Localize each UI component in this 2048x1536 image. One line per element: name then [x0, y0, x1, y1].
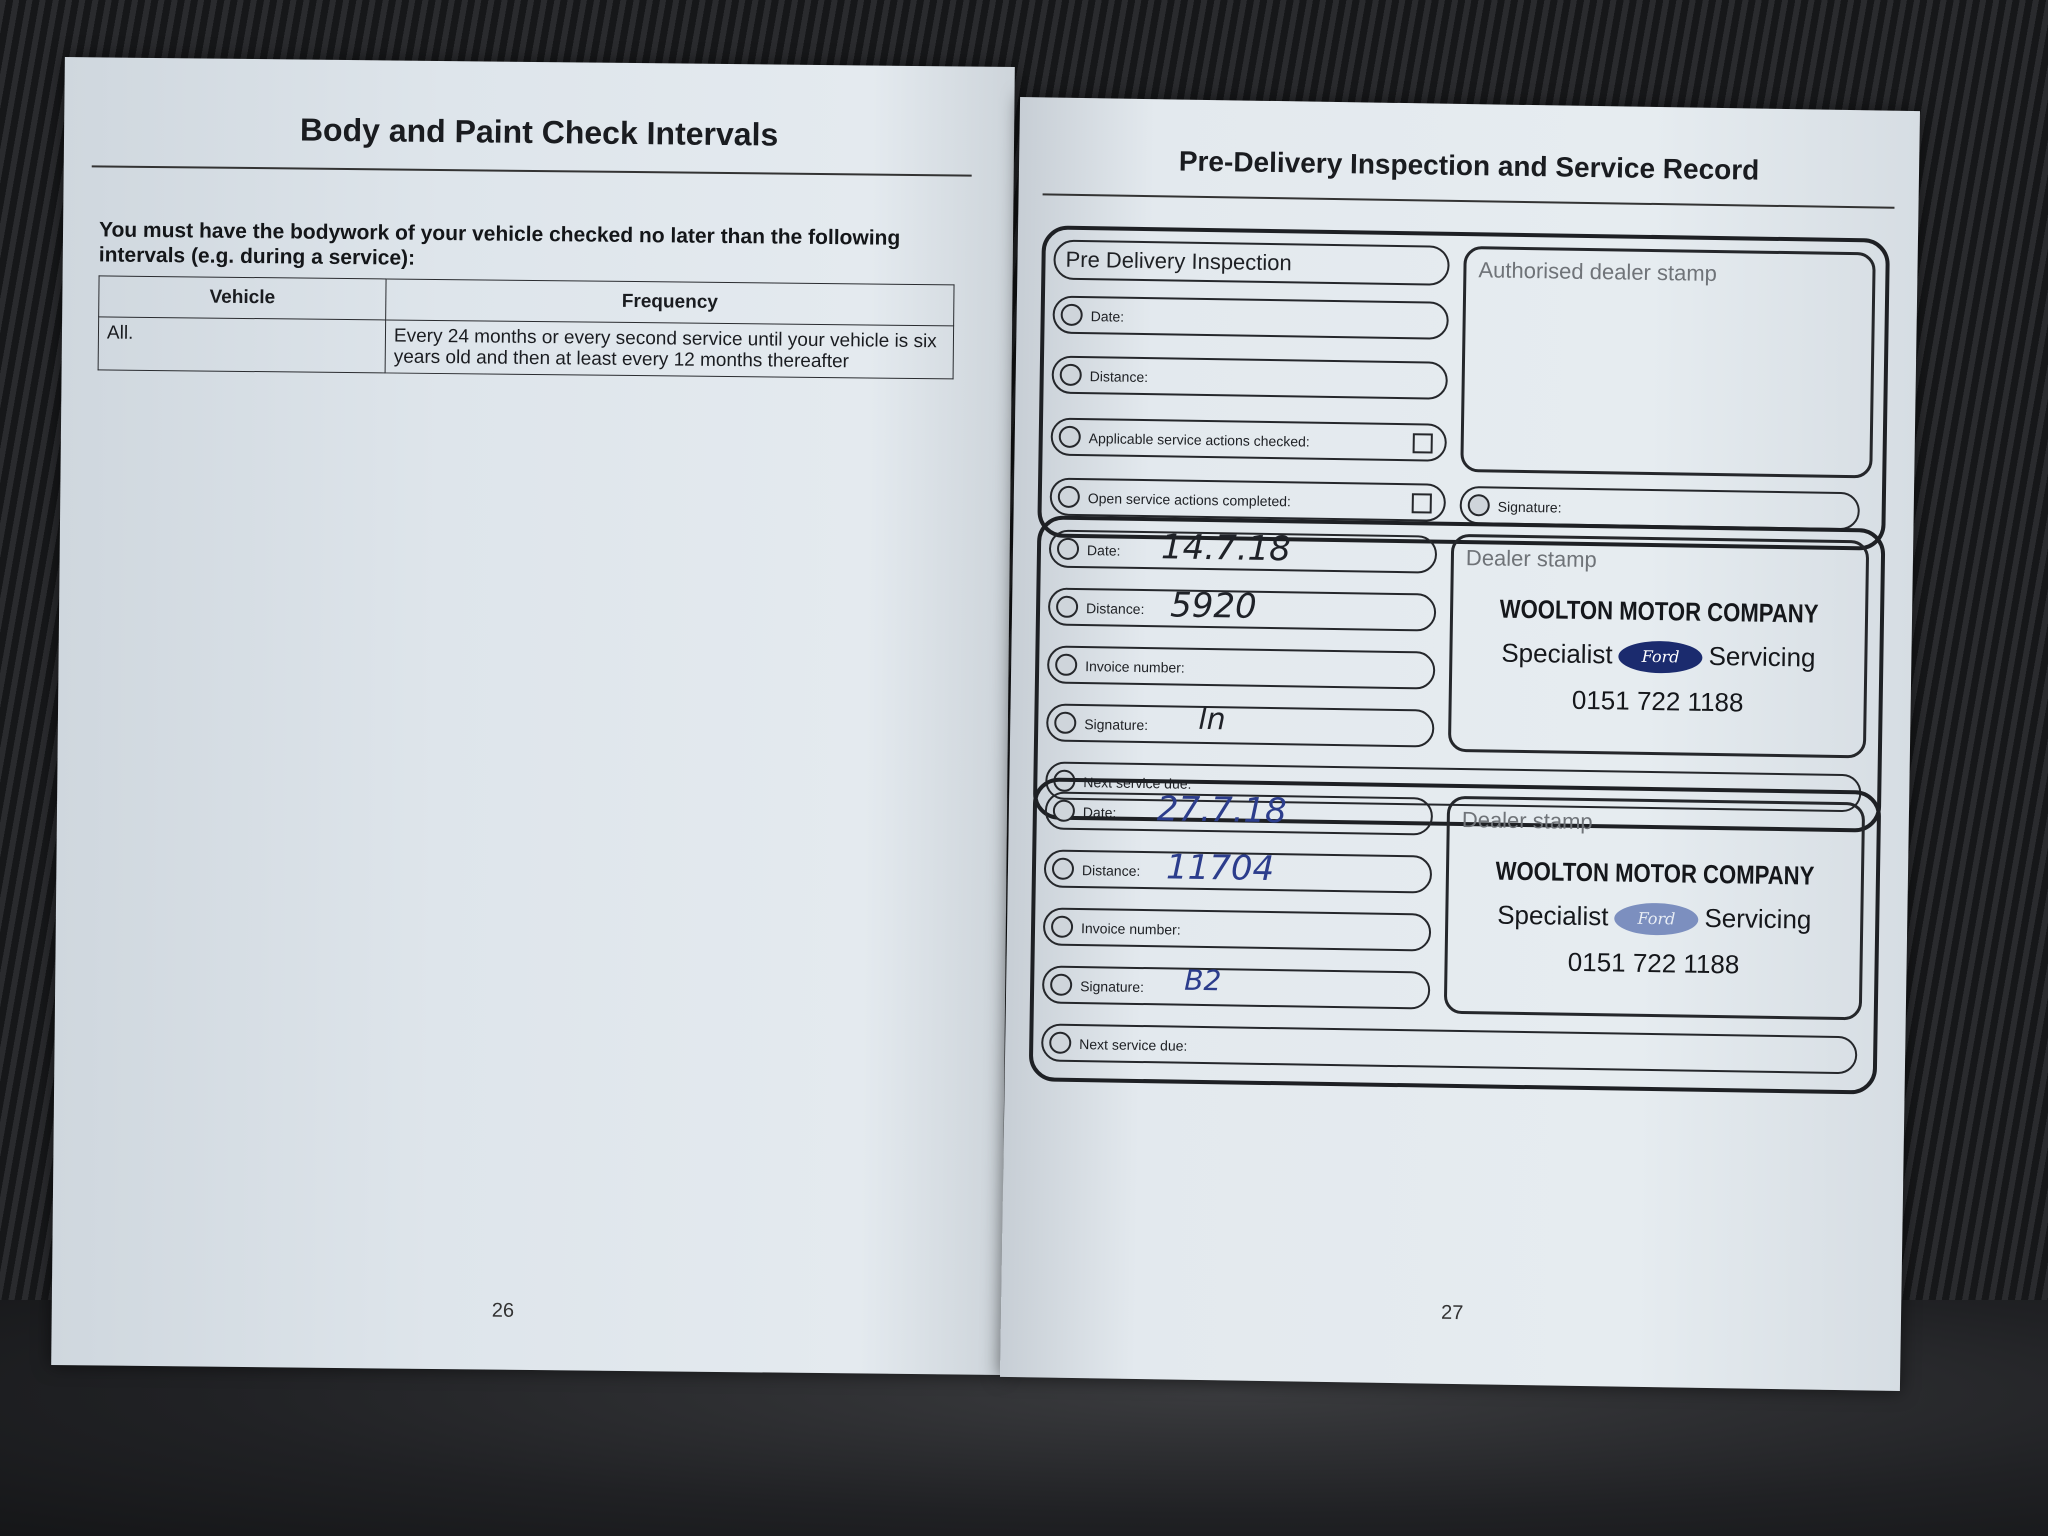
field-label: Signature: [1084, 716, 1149, 734]
ford-logo-icon: Ford [1618, 641, 1702, 674]
pdi-actions-checked-field[interactable] [1050, 418, 1447, 462]
checkbox[interactable] [1412, 493, 1432, 513]
title-divider [1043, 193, 1895, 208]
handwritten-signature: ln [1198, 701, 1226, 738]
dealer-phone: 0151 722 1188 [1571, 684, 1744, 718]
table-cell-frequency: Every 24 months or every second service until your vehicle is six years old and then at least every 12 months thereafter [385, 320, 954, 379]
field-label: Next service due: [1079, 1036, 1188, 1054]
field-bullet [1056, 596, 1078, 618]
field-label: Date: [1082, 804, 1117, 821]
title-divider [92, 165, 972, 176]
service-invoice-field[interactable] [1047, 646, 1436, 690]
field-bullet [1054, 712, 1076, 734]
service-invoice-field[interactable] [1043, 907, 1432, 951]
table-row [98, 317, 954, 379]
stamp-label: Dealer stamp [1461, 807, 1593, 835]
pdi-block [1037, 225, 1890, 550]
dealer-specialist-line [1448, 899, 1860, 939]
page-number-left: 26 [491, 1299, 515, 1322]
service-record-2 [1029, 777, 1882, 1094]
page-number-right: 27 [1440, 1301, 1464, 1325]
ford-logo-icon: Ford [1614, 903, 1698, 936]
field-label: Invoice number: [1080, 920, 1181, 938]
right-page-title: Pre-Delivery Inspection and Service Record [1178, 145, 1760, 186]
field-label: Distance: [1085, 600, 1145, 618]
field-label: Signature: [1080, 978, 1145, 996]
dealer-specialist: Specialist [1496, 899, 1609, 932]
field-label: Invoice number: [1085, 658, 1185, 676]
field-bullet [1052, 858, 1074, 880]
table-header-vehicle: Vehicle [99, 276, 386, 320]
pdi-stamp-box [1460, 246, 1875, 478]
field-label: Date: [1090, 308, 1125, 325]
field-bullet [1055, 654, 1077, 676]
field-bullet [1051, 916, 1073, 938]
handwritten-date: 14.7.18 [1160, 527, 1292, 570]
pdi-date-field[interactable] [1052, 296, 1449, 340]
dealer-phone: 0151 722 1188 [1567, 946, 1740, 980]
check-interval-table [98, 275, 955, 379]
checkbox[interactable] [1413, 433, 1433, 453]
intro-text: You must have the bodywork of your vehicle checked no later than the following intervals (e.g. during a service): [98, 218, 901, 270]
pdi-heading-text: Pre Delivery Inspection [1065, 246, 1292, 276]
table-header-frequency: Frequency [386, 279, 954, 326]
field-bullet [1053, 800, 1075, 822]
field-bullet [1059, 426, 1081, 448]
service-signature-field[interactable] [1046, 701, 1435, 748]
field-bullet [1468, 494, 1490, 516]
handwritten-distance: 5920 [1169, 585, 1257, 627]
dealer-specialist: Specialist [1501, 637, 1613, 670]
field-bullet [1050, 974, 1072, 996]
dealer-servicing: Servicing [1708, 640, 1816, 673]
field-bullet [1049, 1032, 1071, 1054]
field-label: Next service due: [1083, 774, 1192, 792]
field-bullet [1060, 364, 1082, 386]
dealer-servicing: Servicing [1704, 902, 1812, 935]
service-distance-field[interactable] [1044, 849, 1433, 893]
service-date-field[interactable] [1049, 527, 1438, 574]
dealer-name: WOOLTON MOTOR COMPANY [1499, 593, 1819, 629]
field-label: Open service actions completed: [1087, 490, 1292, 510]
service-signature-field[interactable] [1042, 965, 1431, 1009]
field-label: Date: [1086, 542, 1121, 559]
stamp-label: Dealer stamp [1465, 545, 1597, 573]
field-bullet [1057, 538, 1079, 560]
handwritten-date: 27.7.18 [1156, 789, 1288, 832]
field-label: Applicable service actions checked: [1088, 430, 1310, 450]
left-page [51, 57, 1015, 1375]
dealer-stamp-box [1448, 534, 1869, 759]
left-page-title: Body and Paint Check Intervals [299, 111, 779, 153]
field-label: Distance: [1081, 862, 1141, 879]
field-bullet [1061, 304, 1083, 326]
stamp-label: Authorised dealer stamp [1478, 257, 1718, 286]
next-service-field[interactable] [1041, 1023, 1857, 1074]
field-bullet [1058, 486, 1080, 508]
service-date-field[interactable] [1045, 791, 1434, 835]
pdi-actions-completed-field[interactable] [1050, 478, 1447, 522]
service-distance-field[interactable] [1048, 585, 1437, 632]
field-label: Signature: [1497, 498, 1562, 516]
dealer-stamp-box [1444, 796, 1865, 1021]
pdi-heading [1053, 240, 1450, 286]
handwritten-signature: B2 [1183, 963, 1222, 998]
dealer-specialist-line [1452, 637, 1864, 677]
table-cell-vehicle: All. [98, 317, 386, 373]
field-label: Distance: [1089, 368, 1149, 386]
pdi-distance-field[interactable] [1051, 356, 1448, 400]
right-page [1000, 97, 1920, 1391]
dealer-name: WOOLTON MOTOR COMPANY [1495, 855, 1815, 891]
handwritten-distance: 11704 [1165, 847, 1275, 890]
